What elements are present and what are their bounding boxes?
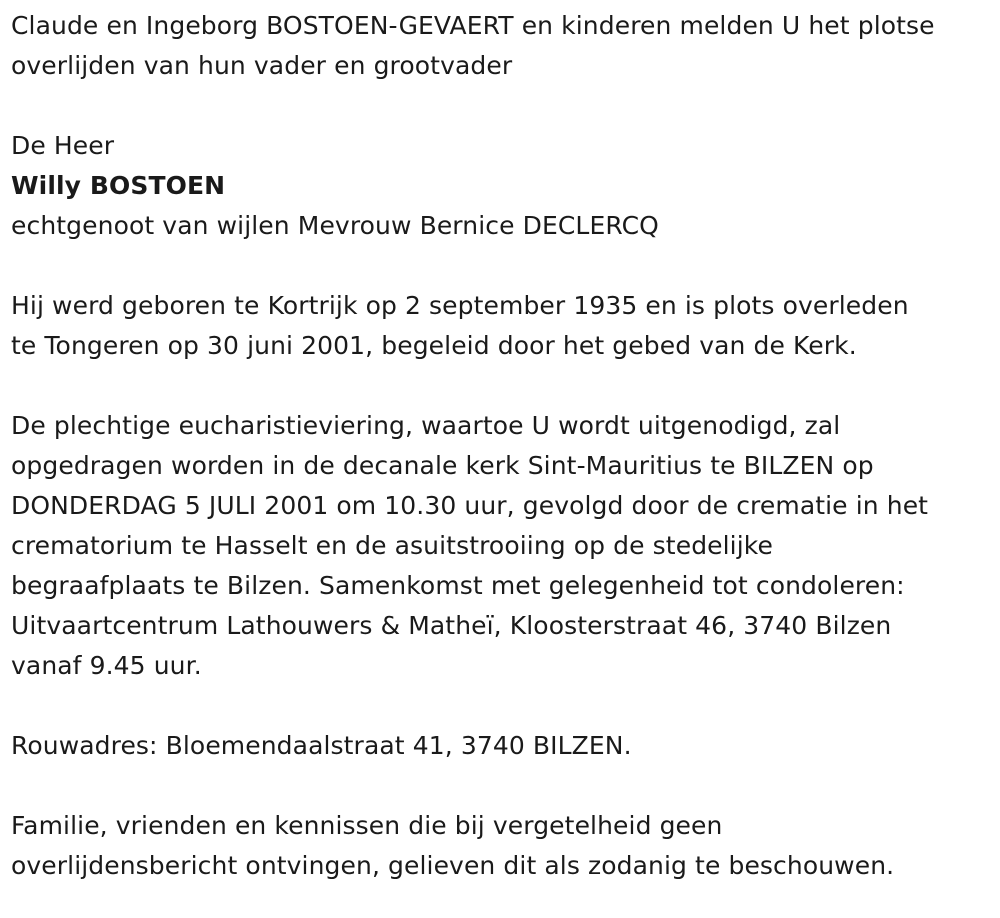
salutation: De Heer xyxy=(11,131,115,160)
intro-line: Claude en Ingeborg BOSTOEN-GEVAERT en kinderen melden U het plotse xyxy=(11,11,935,40)
ceremony-line: vanaf 9.45 uur. xyxy=(11,651,202,680)
spacer xyxy=(11,366,991,406)
closing-line: Familie, vrienden en kennissen die bij vergetelheid geen xyxy=(11,811,723,840)
birth-death-line: te Tongeren op 30 juni 2001, begeleid door het gebed van de Kerk. xyxy=(11,331,857,360)
ceremony-line: begraafplaats te Bilzen. Samenkomst met gelegenheid tot condoleren: xyxy=(11,571,905,600)
closing-line: overlijdensbericht ontvingen, gelieven dit als zodanig te beschouwen. xyxy=(11,851,895,880)
ceremony-line: Uitvaartcentrum Lathouwers & Matheï, Kloosterstraat 46, 3740 Bilzen xyxy=(11,611,892,640)
intro-line: overlijden van hun vader en grootvader xyxy=(11,51,513,80)
spacer xyxy=(11,86,991,126)
deceased-name: Willy BOSTOEN xyxy=(11,171,226,200)
mourning-address: Rouwadres: Bloemendaalstraat 41, 3740 BILZEN. xyxy=(11,731,632,760)
closing-paragraph xyxy=(11,806,991,886)
intro-paragraph xyxy=(11,6,991,86)
death-notice xyxy=(11,6,991,886)
ceremony-paragraph xyxy=(11,406,991,686)
ceremony-line: De plechtige eucharistieviering, waartoe U wordt uitgenodigd, zal xyxy=(11,411,841,440)
spouse-line: echtgenoot van wijlen Mevrouw Bernice DECLERCQ xyxy=(11,211,659,240)
birth-death-paragraph xyxy=(11,286,991,366)
spacer xyxy=(11,686,991,726)
ceremony-line: DONDERDAG 5 JULI 2001 om 10.30 uur, gevolgd door de crematie in het xyxy=(11,491,929,520)
birth-death-line: Hij werd geboren te Kortrijk op 2 september 1935 en is plots overleden xyxy=(11,291,909,320)
ceremony-line: crematorium te Hasselt en de asuitstrooiing op de stedelijke xyxy=(11,531,773,560)
spacer xyxy=(11,246,991,286)
spacer xyxy=(11,766,991,806)
ceremony-line: opgedragen worden in de decanale kerk Sint-Mauritius te BILZEN op xyxy=(11,451,874,480)
